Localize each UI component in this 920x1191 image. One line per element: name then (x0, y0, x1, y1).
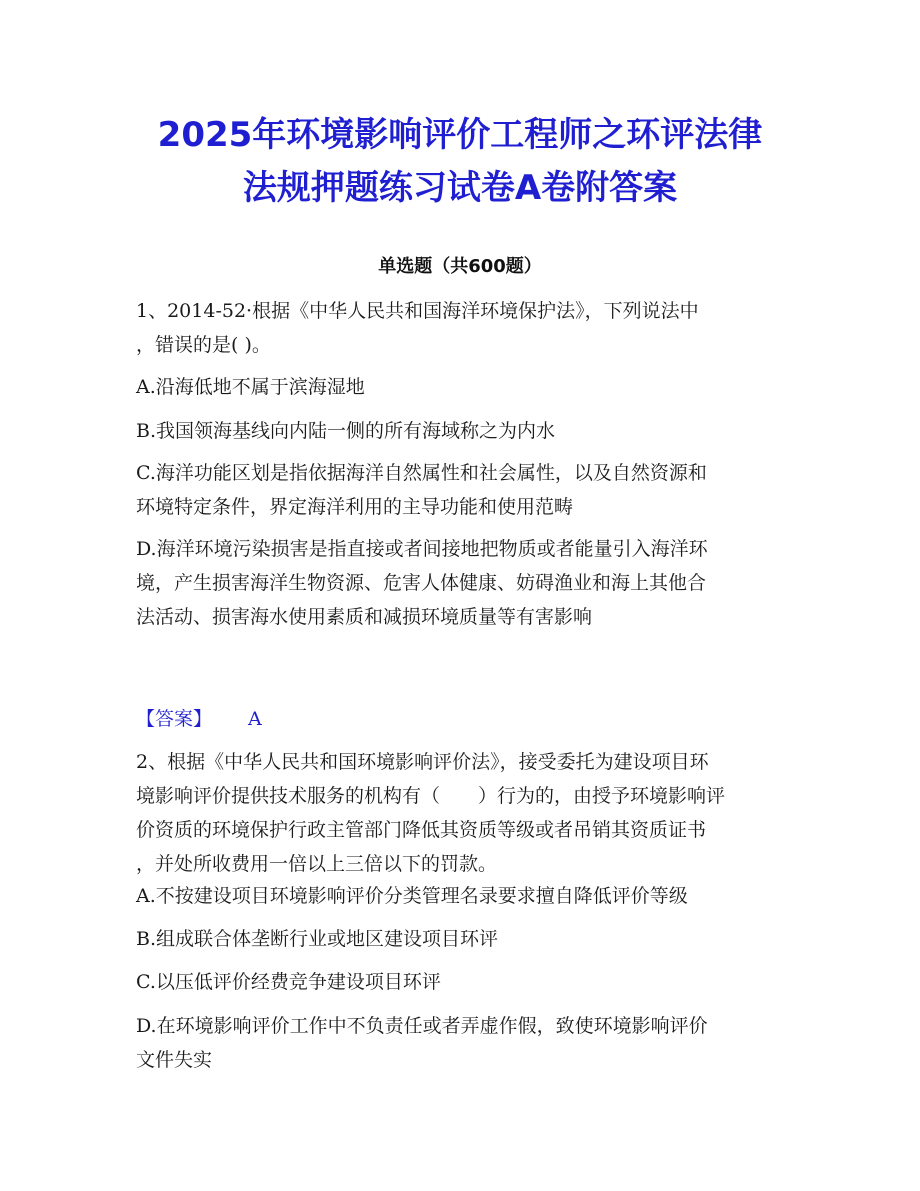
document-title-line-2: 法规押题练习试卷A卷附答案 (242, 168, 678, 208)
question-1-option-a: A.沿海低地不属于滨海湿地 (136, 376, 365, 398)
question-2-option-b: B.组成联合体垄断行业或地区建设项目环评 (136, 928, 499, 950)
answer-value: A (248, 708, 262, 730)
question-2-option-c: C.以压低评价经费竞争建设项目环评 (136, 971, 441, 993)
section-heading: 单选题（共600题） (378, 256, 542, 277)
question-1-stem: 1、2014-52·根据《中华人民共和国海洋环境保护法》，下列说法中 ，错误的是( )。 (136, 300, 699, 356)
question-2-stem: 2、根据《中华人民共和国环境影响评价法》，接受委托为建设项目环 境影响评价提供技术服务的机构有（ ）行为的，由授予环境影响评 价资质的环境保护行政主管部门降低其资质等级或者吊销其资质证书 ，并处所收费用一倍以上三倍以下的罚款。 (136, 751, 726, 875)
document-title-line-1: 2025年环境影响评价工程师之环评法律 (157, 115, 763, 155)
question-1-option-c: C.海洋功能区划是指依据海洋自然属性和社会属性，以及自然资源和 环境特定条件，界定海洋利用的主导功能和使用范畴 (136, 462, 707, 518)
question-2-option-a: A.不按建设项目环境影响评价分类管理名录要求擅自降低评价等级 (136, 885, 688, 907)
question-2-option-d: D.在环境影响评价工作中不负责任或者弄虚作假，致使环境影响评价 文件失实 (136, 1015, 708, 1071)
question-1-answer (136, 702, 262, 736)
question-1-option-d: D.海洋环境污染损害是指直接或者间接地把物质或者能量引入海洋环 境，产生损害海洋生物资源、危害人体健康、妨碍渔业和海上其他合 法活动、损害海水使用素质和减损环境质量等有害影响 (136, 538, 708, 628)
answer-label: 【答案】 (136, 708, 213, 730)
question-1-option-b: B.我国领海基线向内陆一侧的所有海域称之为内水 (136, 420, 556, 442)
